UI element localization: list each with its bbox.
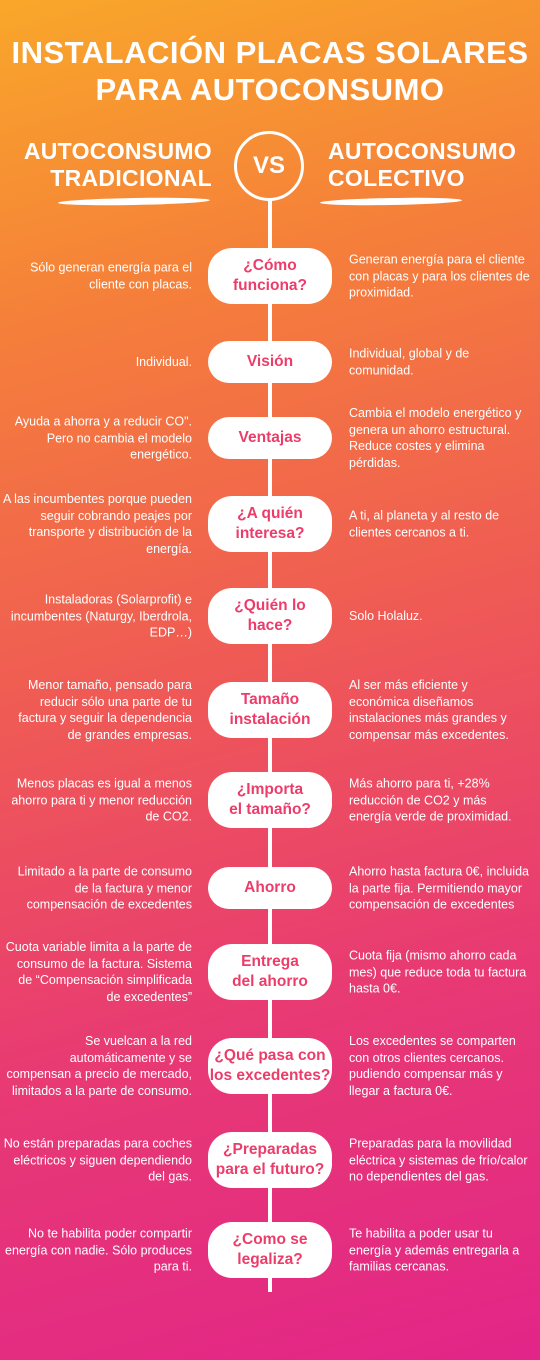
question-line-1: ¿Cómo <box>243 257 297 274</box>
traditional-text: No te habilita poder compartir energía con nadie. Sólo produces para ti. <box>5 1226 192 1274</box>
question-label <box>210 1046 331 1086</box>
question-pill <box>208 867 332 909</box>
brush-underline-left <box>58 197 210 207</box>
collective-text: Preparadas para la movilidad eléctrica y sistemas de frío/calor no dependientes del gas. <box>349 1136 528 1184</box>
question-line-2: hace? <box>247 617 293 634</box>
page-title <box>0 34 540 108</box>
question-pill <box>208 682 332 738</box>
question-line-1: Tamaño <box>240 691 300 708</box>
header-traditional-line-2: TRADICIONAL <box>50 165 212 191</box>
question-label <box>232 952 308 992</box>
collective-text: Los excedentes se comparten con otros clientes cercanos. pudiendo compensar más y llegar a factura 0€. <box>349 1034 516 1098</box>
question-pill <box>208 772 332 828</box>
collective-text: Más ahorro para ti, +28% reducción de CO2 y más energía verde de proximidad. <box>349 776 512 824</box>
question-line-1: Ventajas <box>238 429 302 446</box>
traditional-text: A las incumbentes porque pueden seguir cobrando peajes por transporte y distribución de la energía. <box>2 492 192 556</box>
question-line-2: los excedentes? <box>209 1067 331 1084</box>
question-label <box>239 428 302 448</box>
question-line-1: Visión <box>246 353 294 370</box>
question-label <box>244 878 296 898</box>
question-line-1: ¿Importa <box>236 781 304 798</box>
question-label <box>230 690 311 730</box>
header-collective-line-1: AUTOCONSUMO <box>328 138 517 164</box>
question-label <box>234 596 305 636</box>
question-line-1: Ahorro <box>244 879 296 896</box>
collective-text: Al ser más eficiente y económica diseñamos instalaciones más grandes y compensar más excedentes. <box>349 678 509 742</box>
traditional-text: Instaladoras (Solarprofit) e incumbentes (Naturgy, Iberdrola, EDP…) <box>10 592 192 640</box>
question-pill <box>208 944 332 1000</box>
traditional-text: Ayuda a ahorra y a reducir CO". Pero no cambia el modelo energético. <box>14 414 192 462</box>
question-pill <box>208 341 332 383</box>
question-line-2: funciona? <box>232 277 308 294</box>
traditional-text: Cuota variable limita a la parte de consumo de la factura. Sistema de “Compensación simplificada de excedentes” <box>5 940 192 1004</box>
question-pill <box>208 1038 332 1094</box>
question-line-2: interesa? <box>235 525 305 542</box>
question-pill <box>208 248 332 304</box>
vs-badge: VS <box>234 131 304 201</box>
traditional-text: Menos placas es igual a menos ahorro para ti y menor reducción de CO2. <box>11 776 192 824</box>
question-pill <box>208 417 332 459</box>
brush-underline-right <box>320 197 462 206</box>
collective-text: Solo Holaluz. <box>349 608 423 623</box>
question-line-2: del ahorro <box>232 973 308 990</box>
collective-text: Individual, global y de comunidad. <box>349 346 470 377</box>
question-line-1: ¿Quién lo <box>234 597 306 614</box>
question-label <box>233 256 307 296</box>
question-pill <box>208 1222 332 1278</box>
question-pill <box>208 588 332 644</box>
question-label <box>229 780 311 820</box>
question-label <box>236 504 305 544</box>
collective-text: A ti, al planeta y al resto de clientes cercanos a ti. <box>349 508 500 539</box>
header-collective-line-2: COLECTIVO <box>328 165 465 191</box>
traditional-text: Limitado a la parte de consumo de la factura y menor compensación de excedentes <box>17 864 192 912</box>
question-pill <box>208 1132 332 1188</box>
traditional-text: Individual. <box>135 354 192 369</box>
traditional-text: Menor tamaño, pensado para reducir sólo una parte de tu factura y seguir la dependencia de grandes empresas. <box>18 678 192 742</box>
question-line-1: ¿Como se <box>232 1231 308 1248</box>
question-line-1: Entrega <box>241 953 299 970</box>
traditional-text: Sólo generan energía para el cliente con placas. <box>30 260 192 291</box>
collective-text: Ahorro hasta factura 0€, incluida la parte fija. Permitiendo mayor compensación de excedentes <box>349 864 529 912</box>
question-line-2: legaliza? <box>237 1251 303 1268</box>
collective-text: Generan energía para el cliente con placas y para los clientes de proximidad. <box>349 252 530 300</box>
question-line-2: el tamaño? <box>229 801 311 818</box>
traditional-text: No están preparadas para coches eléctricos y siguen dependiendo del gas. <box>3 1136 192 1184</box>
question-line-2: para el futuro? <box>215 1161 325 1178</box>
traditional-text: Se vuelcan a la red automáticamente y se compensan a precio de mercado, limitados a la parte de consumo. <box>6 1034 192 1098</box>
title-line-1: INSTALACIÓN PLACAS SOLARES <box>11 35 529 70</box>
title-line-2: PARA AUTOCONSUMO <box>95 72 445 107</box>
collective-text: Cuota fija (mismo ahorro cada mes) que reduce toda tu factura hasta 0€. <box>349 948 527 996</box>
collective-text: Cambia el modelo energético y genera un ahorro estructural. Reduce costes y elimina pérdidas. <box>349 406 522 470</box>
header-traditional-line-1: AUTOCONSUMO <box>23 138 212 164</box>
collective-text: Te habilita a poder usar tu energía y además entregarla a familias cercanas. <box>349 1226 520 1274</box>
header-traditional <box>22 138 212 192</box>
question-line-1: ¿Preparadas <box>223 1141 317 1158</box>
question-label <box>247 352 293 372</box>
question-label <box>216 1140 325 1180</box>
question-label <box>233 1230 308 1270</box>
question-pill <box>208 496 332 552</box>
question-line-2: instalación <box>229 711 311 728</box>
header-collective <box>328 138 518 192</box>
question-line-1: ¿A quién <box>237 505 303 522</box>
question-line-1: ¿Qué pasa con <box>214 1047 326 1064</box>
